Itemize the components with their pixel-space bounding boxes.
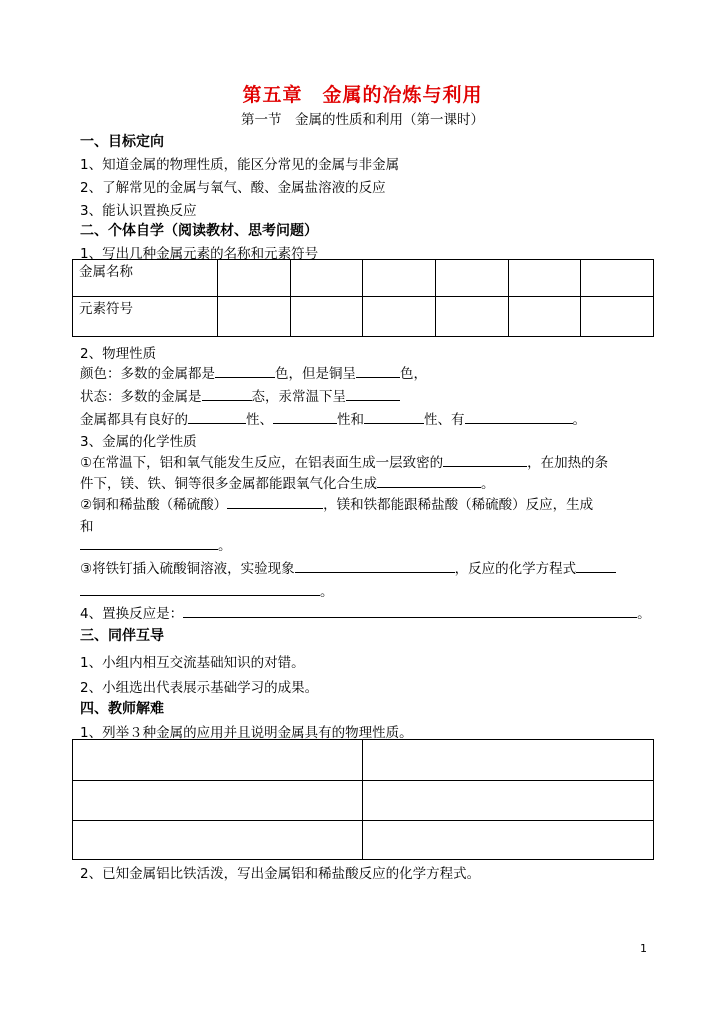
table-row — [73, 821, 654, 860]
table-cell[interactable] — [73, 781, 363, 821]
table-cell[interactable] — [218, 297, 291, 337]
blank-field[interactable] — [377, 473, 481, 488]
table-cell[interactable] — [508, 260, 581, 297]
goal-item: 1、知道金属的物理性质，能区分常见的金属与非金属 — [80, 157, 400, 173]
property-line: 金属都具有良好的 性、 性和 性、有 。 — [80, 408, 586, 428]
table-cell[interactable] — [363, 260, 436, 297]
table-cell[interactable] — [73, 740, 363, 781]
blank-field[interactable] — [183, 603, 637, 618]
blank-field[interactable] — [188, 409, 246, 424]
section-heading-goals: 一、目标定向 — [80, 134, 164, 150]
blank-field[interactable] — [202, 386, 252, 401]
answer-table — [72, 739, 654, 860]
table-cell[interactable] — [581, 260, 654, 297]
question-3: 3、金属的化学性质 — [80, 434, 197, 450]
chem-line-4: 和 — [80, 519, 94, 535]
row-header-metal-name: 金属名称 — [73, 260, 218, 297]
chem-line-3: ②铜和稀盐酸（稀硫酸） ，镁和铁都能跟稀盐酸（稀硫酸）反应，生成 — [80, 493, 593, 513]
table-cell[interactable] — [290, 297, 363, 337]
section-heading-peer: 三、同伴互导 — [80, 628, 164, 644]
table-cell[interactable] — [218, 260, 291, 297]
chem-line-7: 。 — [80, 580, 334, 600]
color-line: 颜色：多数的金属都是 色，但是铜呈 色， — [80, 362, 427, 382]
row-header-symbol: 元素符号 — [73, 297, 218, 337]
goal-item: 2、了解常见的金属与氧气、酸、金属盐溶液的反应 — [80, 180, 386, 196]
table-cell[interactable] — [508, 297, 581, 337]
question-2: 2、物理性质 — [80, 346, 157, 362]
question-1: 1、写出几种金属元素的名称和元素符号 — [80, 246, 319, 262]
table-cell[interactable] — [363, 740, 654, 781]
table-cell[interactable] — [435, 297, 508, 337]
section-heading-self-study: 二、个体自学（阅读教材、思考问题） — [80, 223, 318, 239]
table-cell[interactable] — [581, 297, 654, 337]
peer-item: 1、小组内相互交流基础知识的对错。 — [80, 655, 305, 671]
table-cell[interactable] — [73, 821, 363, 860]
blank-field[interactable] — [227, 494, 323, 509]
blank-field[interactable] — [465, 409, 573, 424]
question-4: 4、置换反应是： 。 — [80, 602, 651, 622]
blank-field[interactable] — [295, 558, 455, 573]
page-number: 1 — [640, 942, 647, 955]
blank-field[interactable] — [80, 581, 320, 596]
teacher-question-1: 1、列举３种金属的应用并且说明金属具有的物理性质。 — [80, 725, 413, 741]
chem-line-6: ③将铁钉插入硫酸铜溶液，实验现象 ，反应的化学方程式 — [80, 557, 616, 577]
section-heading-teacher: 四、教师解难 — [80, 701, 164, 717]
table-row — [73, 781, 654, 821]
table-cell[interactable] — [363, 781, 654, 821]
blank-field[interactable] — [273, 409, 337, 424]
blank-field[interactable] — [576, 558, 616, 573]
table-row — [73, 297, 654, 337]
peer-item: 2、小组选出代表展示基础学习的成果。 — [80, 680, 319, 696]
table-cell[interactable] — [290, 260, 363, 297]
chem-line-5: 。 — [80, 534, 232, 554]
state-line: 状态：多数的金属是 态，汞常温下呈 — [80, 385, 400, 405]
blank-field[interactable] — [443, 452, 527, 467]
chapter-title: 第五章 金属的冶炼与利用 — [242, 84, 483, 106]
element-table — [72, 259, 654, 337]
blank-field[interactable] — [364, 409, 424, 424]
goal-item: 3、能认识置换反应 — [80, 203, 197, 219]
table-row — [73, 260, 654, 297]
section-subtitle: 第一节 金属的性质和利用（第一课时） — [241, 112, 484, 128]
table-cell[interactable] — [363, 297, 436, 337]
blank-field[interactable] — [356, 363, 400, 378]
table-cell[interactable] — [363, 821, 654, 860]
blank-field[interactable] — [346, 386, 400, 401]
blank-field[interactable] — [80, 535, 218, 550]
chem-line-2: 件下，镁、铁、铜等很多金属都能跟氧气化合生成 。 — [80, 472, 495, 492]
table-cell[interactable] — [435, 260, 508, 297]
table-row — [73, 740, 654, 781]
teacher-question-2: 2、已知金属铝比铁活泼，写出金属铝和稀盐酸反应的化学方程式。 — [80, 866, 481, 882]
chem-line-1: ①在常温下，铝和氧气能发生反应，在铝表面生成一层致密的 ，在加热的条 — [80, 451, 608, 471]
blank-field[interactable] — [215, 363, 275, 378]
